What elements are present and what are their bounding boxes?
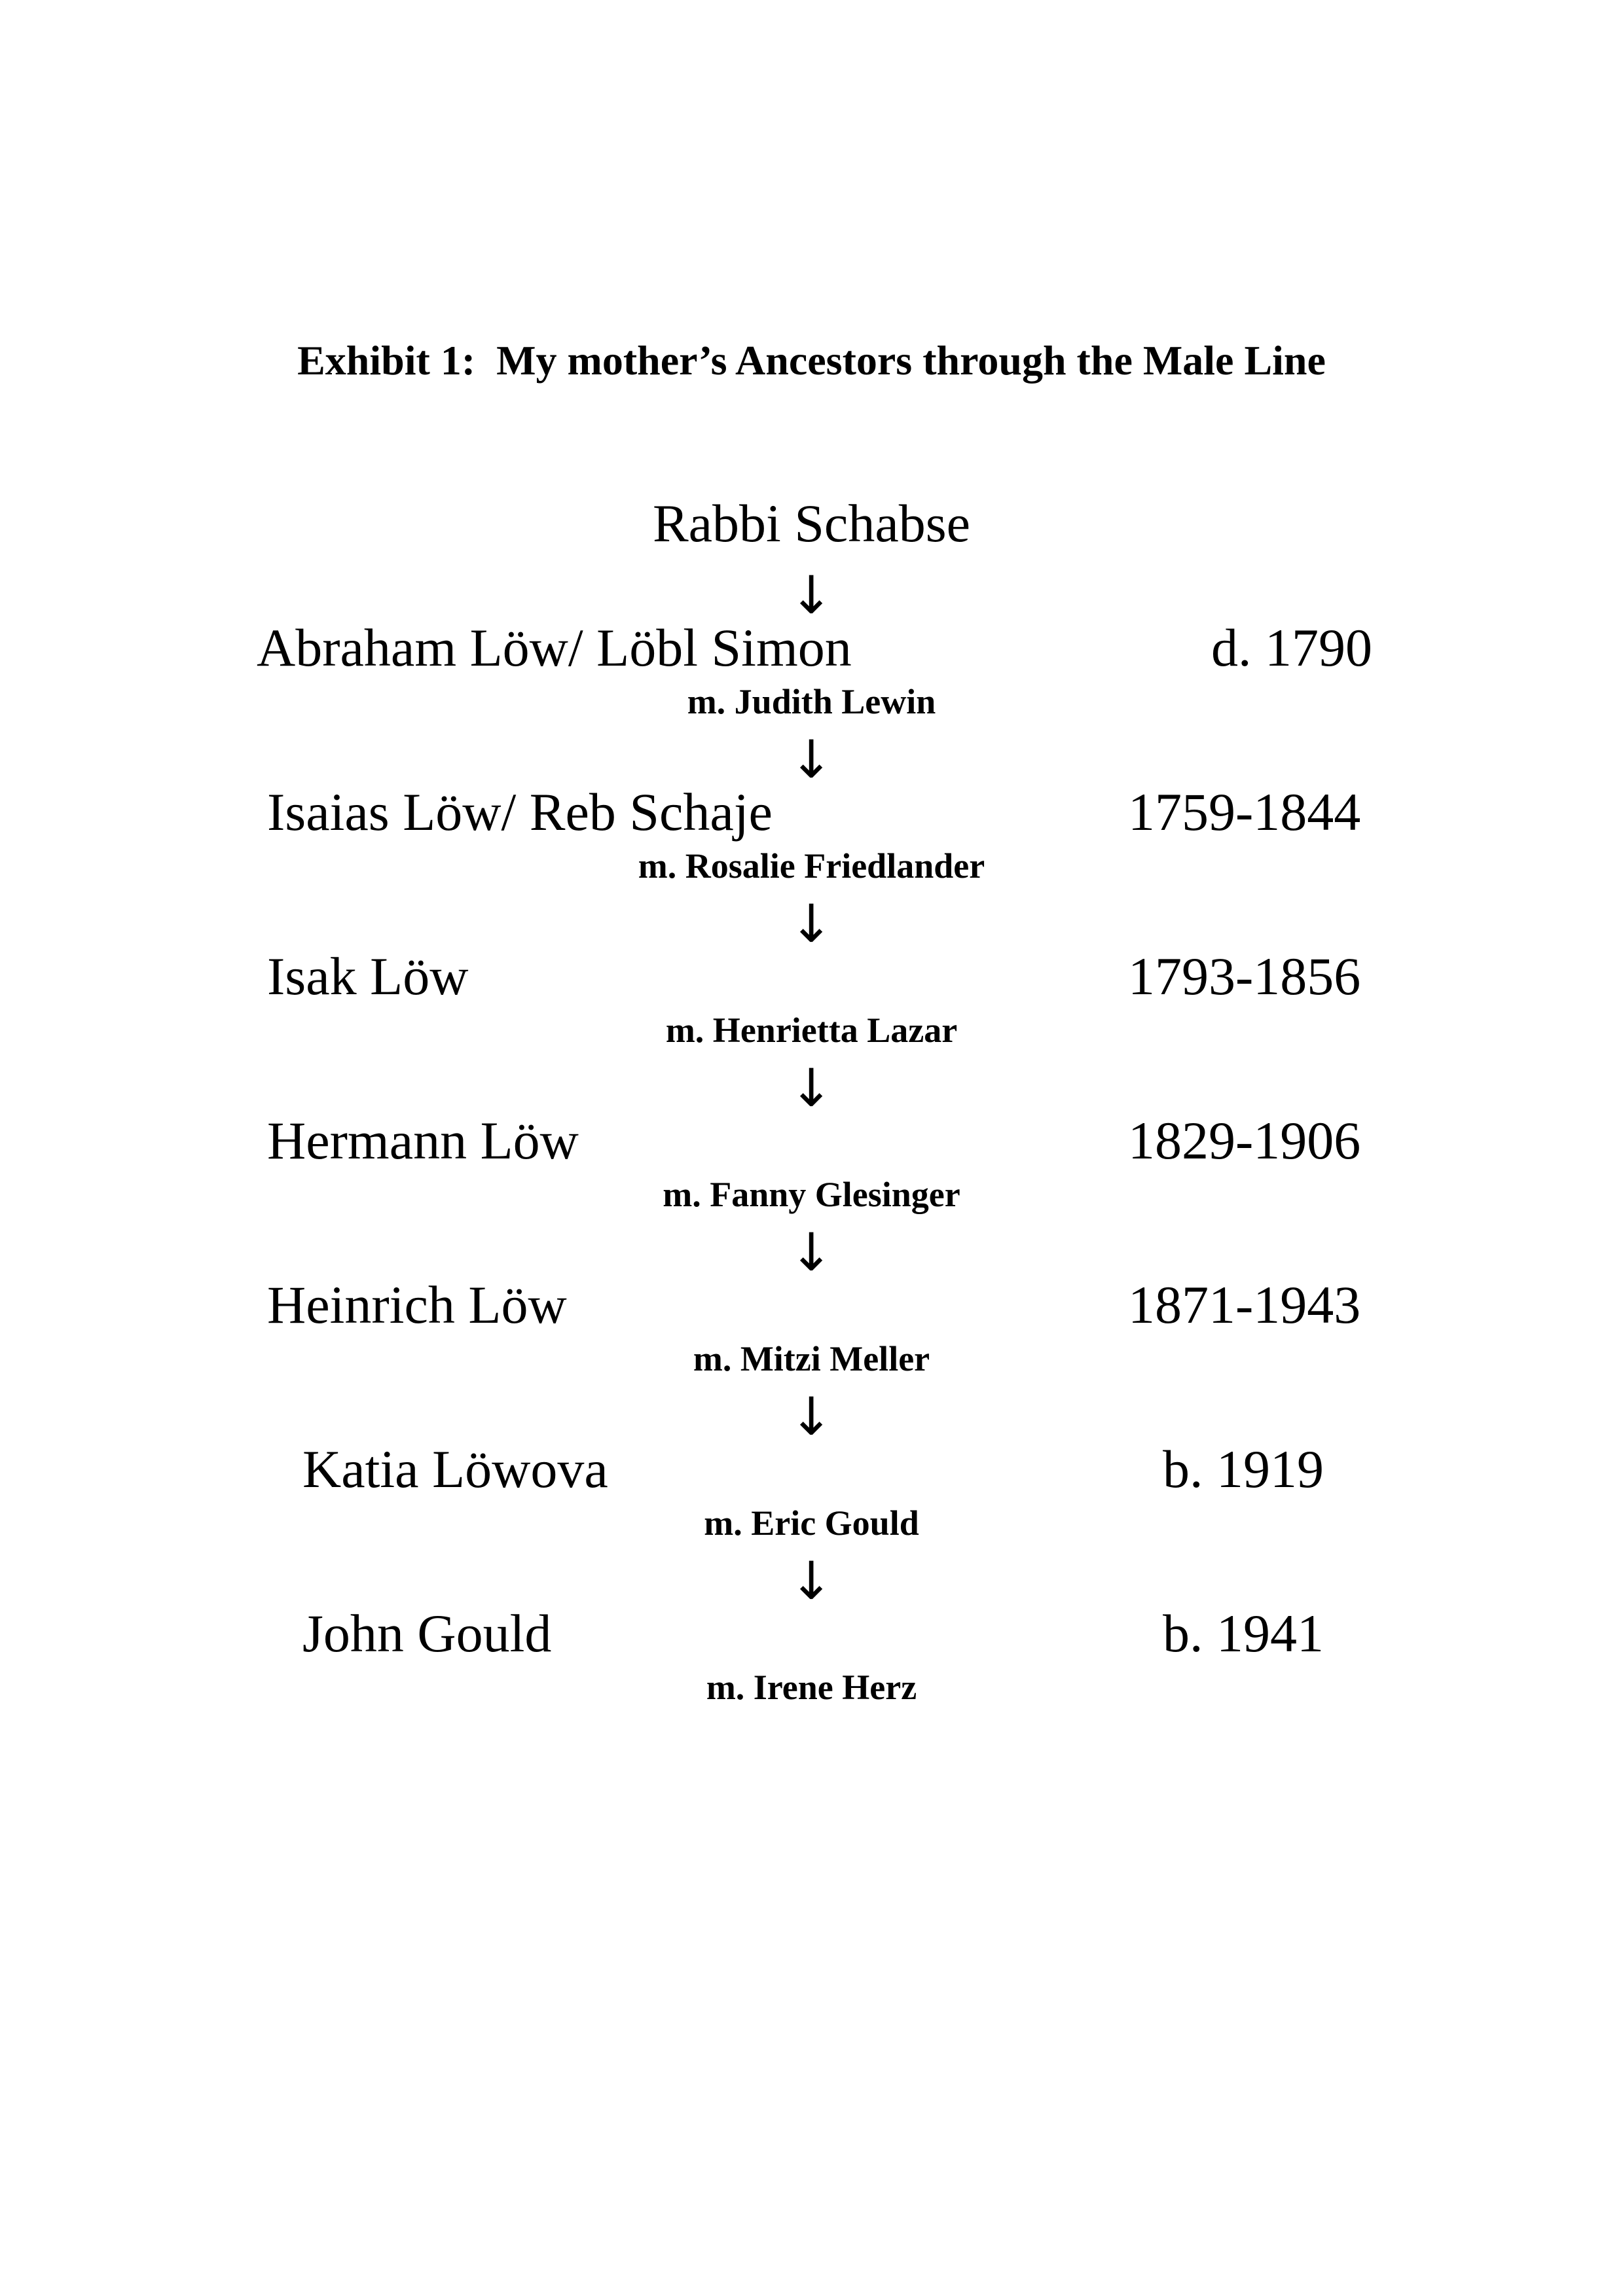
descent-arrow-icon: ↓ <box>789 1222 833 1283</box>
spouse-name: m. Judith Lewin <box>687 682 936 721</box>
spouse-name: m. Mitzi Meller <box>693 1339 930 1378</box>
ancestor-name: Hermann Löw <box>267 1111 579 1170</box>
ancestor-dates: 1793-1856 <box>1128 946 1361 1006</box>
ancestor-dates: b. 1919 <box>1163 1439 1324 1499</box>
ancestor-dates: 1759-1844 <box>1128 782 1361 842</box>
spouse-name: m. Henrietta Lazar <box>665 1011 958 1050</box>
exhibit-title: Exhibit 1: My mother’s Ancestors through the Male Line <box>297 337 1326 384</box>
ancestor-dates: b. 1941 <box>1163 1604 1324 1663</box>
root-ancestor-name: Rabbi Schabse <box>652 493 971 553</box>
descent-arrow-icon: ↓ <box>789 1551 833 1611</box>
spouse-name: m. Eric Gould <box>704 1503 919 1543</box>
ancestor-dates: d. 1790 <box>1211 618 1372 677</box>
ancestor-name: Isak Löw <box>267 946 469 1006</box>
spouse-name: m. Fanny Glesinger <box>663 1175 960 1214</box>
descent-arrow-icon: ↓ <box>789 893 833 954</box>
ancestor-name: Isaias Löw/ Reb Schaje <box>267 782 773 842</box>
ancestor-name: Abraham Löw/ Löbl Simon <box>257 618 852 677</box>
spouse-name: m. Rosalie Friedlander <box>638 846 985 886</box>
descent-arrow-icon: ↓ <box>789 729 833 790</box>
descent-arrow-icon: ↓ <box>789 1058 833 1119</box>
ancestor-name: Katia Löwova <box>302 1439 608 1499</box>
spouse-name: m. Irene Herz <box>706 1668 917 1707</box>
descent-arrow-icon: ↓ <box>789 565 833 626</box>
ancestor-dates: 1829-1906 <box>1128 1111 1361 1170</box>
ancestor-name: Heinrich Löw <box>267 1275 567 1335</box>
descent-arrow-icon: ↓ <box>789 1386 833 1447</box>
ancestor-dates: 1871-1943 <box>1128 1275 1361 1335</box>
ancestor-name: John Gould <box>302 1604 552 1663</box>
